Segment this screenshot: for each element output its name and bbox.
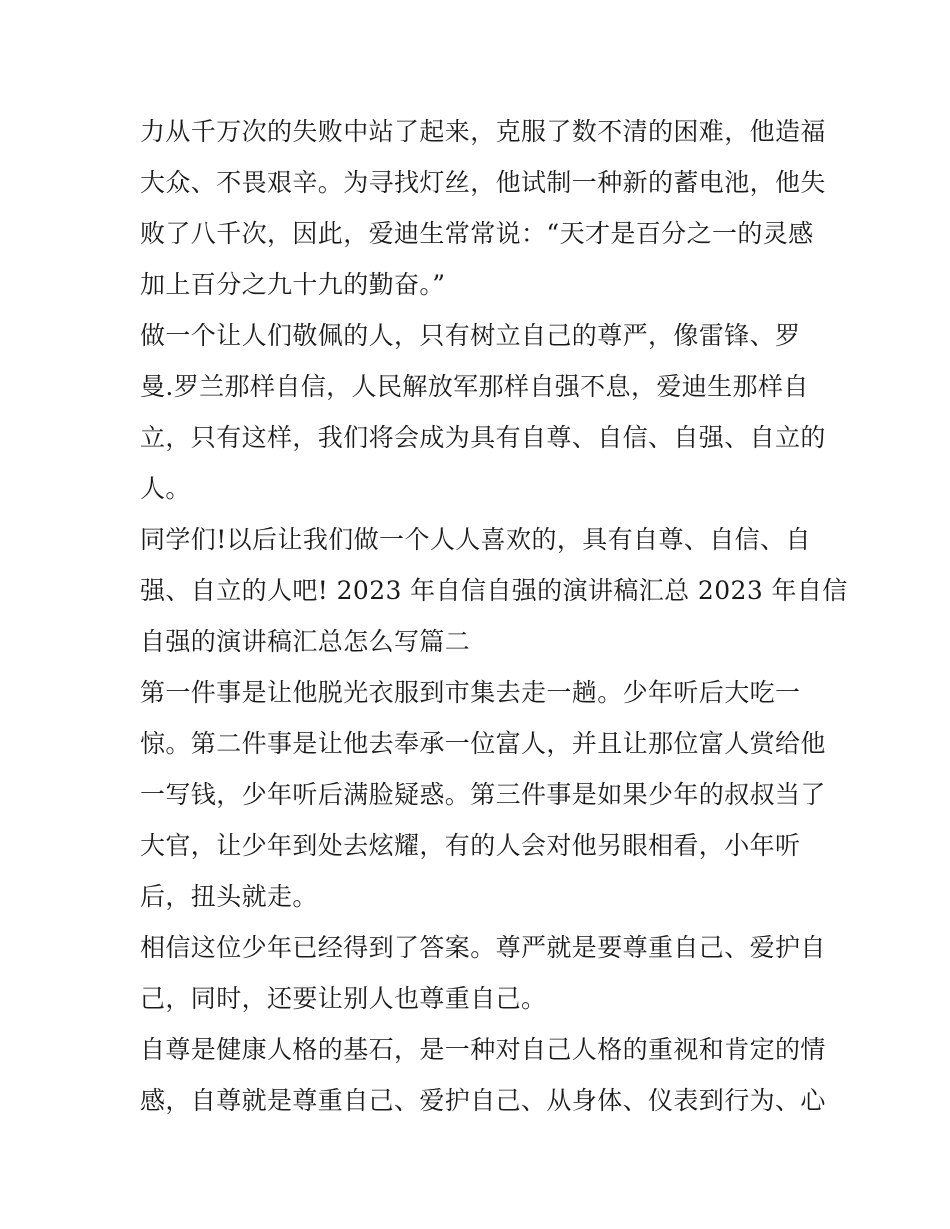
text-line: 加上百分之九十九的勤奋。” xyxy=(140,270,446,299)
text-line: 人。 xyxy=(140,474,191,503)
text-line: 力从千万次的失败中站了起来，克服了数不清的困难，他造福 xyxy=(140,117,826,146)
text-line: 同学们!以后让我们做一个人人喜欢的，具有自尊、自信、自 xyxy=(140,525,811,554)
text-line: 强、自立的人吧! 2023 年自信自强的演讲稿汇总 2023 年自信 xyxy=(140,576,848,605)
text-line: 一写钱，少年听后满脸疑惑。第三件事是如果少年的叔叔当了 xyxy=(140,780,826,809)
text-line: 己，同时，还要让别人也尊重自己。 xyxy=(140,984,547,1013)
text-line: 后，扭头就走。 xyxy=(140,882,318,911)
paragraph-three-things xyxy=(140,667,826,922)
text-line: 做一个让人们敬佩的人，只有树立自己的尊严，像雷锋、罗 xyxy=(140,321,801,350)
document-body xyxy=(140,106,848,1126)
text-line: 第一件事是让他脱光衣服到市集去走一趟。少年听后大吃一 xyxy=(140,678,801,707)
text-line: 曼.罗兰那样自信，人民解放军那样自强不息，爱迪生那样自 xyxy=(140,372,809,401)
paragraph-self-esteem xyxy=(140,1024,826,1126)
paragraph-classmates xyxy=(140,514,848,667)
text-line: 大官，让少年到处去炫耀，有的人会对他另眼相看，小年听 xyxy=(140,831,801,860)
text-line: 立，只有这样，我们将会成为具有自尊、自信、自强、自立的 xyxy=(140,423,826,452)
paragraph-answer xyxy=(140,922,826,1024)
text-line: 感，自尊就是尊重自己、爱护自己、从身体、仪表到行为、心 xyxy=(140,1086,826,1115)
paragraph-respect xyxy=(140,310,826,514)
text-line: 自尊是健康人格的基石，是一种对自己人格的重视和肯定的情 xyxy=(140,1035,826,1064)
text-line: 自强的演讲稿汇总怎么写篇二 xyxy=(140,627,471,656)
text-line: 大众、不畏艰辛。为寻找灯丝，他试制一种新的蓄电池，他失 xyxy=(140,168,826,197)
text-line: 惊。第二件事是让他去奉承一位富人，并且让那位富人赏给他 xyxy=(140,729,826,758)
text-line: 相信这位少年已经得到了答案。尊严就是要尊重自己、爱护自 xyxy=(140,933,826,962)
paragraph-edison xyxy=(140,106,826,310)
text-line: 败了八千次，因此，爱迪生常常说：“天才是百分之一的灵感 xyxy=(140,219,814,248)
